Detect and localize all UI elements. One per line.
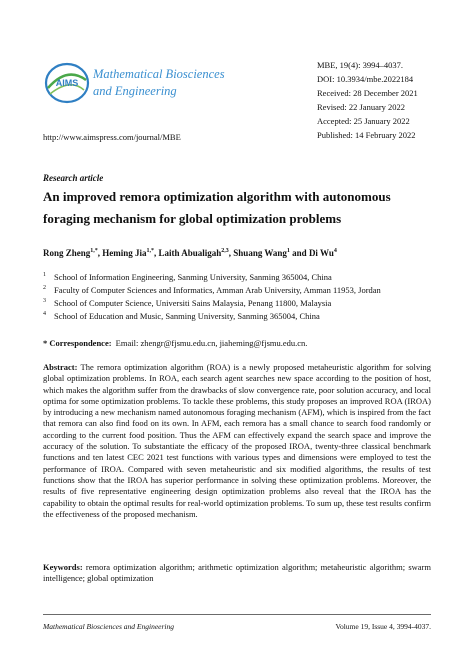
correspondence-email[interactable]: Email: zhengr@fjsmu.edu.cn, jiaheming@fjsmu.edu.cn. bbox=[115, 338, 308, 348]
author-affiliation-mark: 1,* bbox=[90, 248, 98, 254]
meta-accepted: Accepted: 25 January 2022 bbox=[317, 116, 410, 127]
keywords bbox=[43, 562, 431, 585]
author-list bbox=[43, 248, 337, 258]
affiliation-3 bbox=[43, 295, 331, 309]
author-separator: , bbox=[228, 248, 234, 258]
meta-published: Published: 14 February 2022 bbox=[317, 130, 416, 141]
meta-citation: MBE, 19(4): 3994–4037. bbox=[317, 60, 403, 70]
abstract bbox=[43, 362, 431, 520]
affiliation-number: 3 bbox=[43, 298, 46, 304]
author-name: Shuang Wang bbox=[233, 248, 287, 258]
author-separator: , bbox=[154, 248, 159, 258]
meta-received: Received: 28 December 2021 bbox=[317, 88, 418, 99]
author-name: Rong Zheng bbox=[43, 248, 91, 258]
article-title: An improved remora optimization algorithm with autonomous foraging mechanism for global optimization problems bbox=[43, 189, 391, 226]
author-affiliation-mark: 4 bbox=[333, 248, 337, 254]
keywords-text: remora optimization algorithm; arithmetic optimization algorithm; metaheuristic algorithm; swarm intelligence; global optimization bbox=[43, 562, 432, 584]
footer-divider bbox=[43, 614, 431, 615]
article-meta bbox=[317, 58, 418, 143]
author-separator: , bbox=[97, 248, 103, 258]
abstract-text: The remora optimization algorithm (ROA) is a newly proposed metaheuristic algorithm for solving global optimization problems. In ROA, each search agent searches new space according to the position of host, which makes the algorithm suffer from the drawbacks of slow convergence rate, poor solution accuracy, and local optima for some optimization problems. To tackle these problems, this study proposes an improved ROA (IROA) by introducing a new mechanism named autonomous foraging mechanism (AFM), which is inspired from the fact that remora can also find food on its own. In AFM, each remora has a small chance to search food randomly or according to the current food position. Thus the AFM can effectively expand the search space and improve the accuracy of the solution. To substantiate the efficacy of the proposed IROA, twenty-three classical benchmark functions and ten latest CEC 2021 test functions with various types and dimensions were employed to test the performance of IROA. Compared with seven metaheuristic and six modified algorithms, the results of test functions show that the IROA has superior performance in solving these optimization problems. Moreover, the results of five representative engineering design optimization problems also reveal that the IROA has the capability to obtain the optimal results for real-world optimization problems. To sum up, these test results confirm the effectiveness of the proposed mechanism. bbox=[43, 362, 431, 519]
affiliation-2 bbox=[43, 282, 381, 296]
footer-journal: Mathematical Biosciences and Engineering bbox=[43, 622, 175, 631]
article-type: Research article bbox=[43, 173, 104, 183]
journal-name bbox=[93, 66, 225, 100]
affiliation-number: 2 bbox=[43, 285, 46, 291]
correspondence-label: * Correspondence: bbox=[43, 338, 112, 348]
journal-name-line1: Mathematical Biosciences bbox=[93, 67, 225, 81]
author-name: Heming Jia bbox=[102, 248, 147, 258]
author-name: Di Wu bbox=[308, 248, 334, 258]
correspondence bbox=[43, 338, 307, 348]
affiliation-number: 4 bbox=[43, 311, 46, 317]
author-name: Laith Abualigah bbox=[158, 248, 222, 258]
meta-revised: Revised: 22 January 2022 bbox=[317, 102, 406, 113]
author-affiliation-mark: 2,3 bbox=[221, 248, 229, 254]
journal-name-line2: and Engineering bbox=[93, 84, 177, 98]
author-separator: and bbox=[289, 248, 309, 258]
affiliation-text: School of Education and Music, Sanming University, Sanming 365004, China bbox=[54, 310, 320, 321]
author-affiliation-mark: 1 bbox=[286, 248, 290, 254]
affiliation-number: 1 bbox=[43, 272, 46, 278]
footer-volume: Volume 19, Issue 4, 3994-4037. bbox=[335, 622, 431, 631]
affiliation-1 bbox=[43, 269, 332, 283]
affiliation-text: School of Information Engineering, Sanming University, Sanming 365004, China bbox=[54, 271, 332, 282]
abstract-label: Abstract: bbox=[43, 362, 78, 372]
meta-doi: DOI: 10.3934/mbe.2022184 bbox=[317, 74, 414, 85]
affiliation-text: School of Computer Science, Universiti Sains Malaysia, Penang 11800, Malaysia bbox=[54, 297, 332, 308]
journal-logo bbox=[42, 58, 92, 108]
affiliation-text: Faculty of Computer Sciences and Informatics, Amman Arab University, Amman 11953, Jordan bbox=[54, 284, 381, 295]
affiliation-4 bbox=[43, 308, 320, 322]
logo-text: AIMS bbox=[55, 78, 79, 88]
author-affiliation-mark: 1,* bbox=[146, 248, 155, 254]
journal-url[interactable]: http://www.aimspress.com/journal/MBE bbox=[43, 132, 181, 142]
keywords-label: Keywords: bbox=[43, 562, 83, 572]
